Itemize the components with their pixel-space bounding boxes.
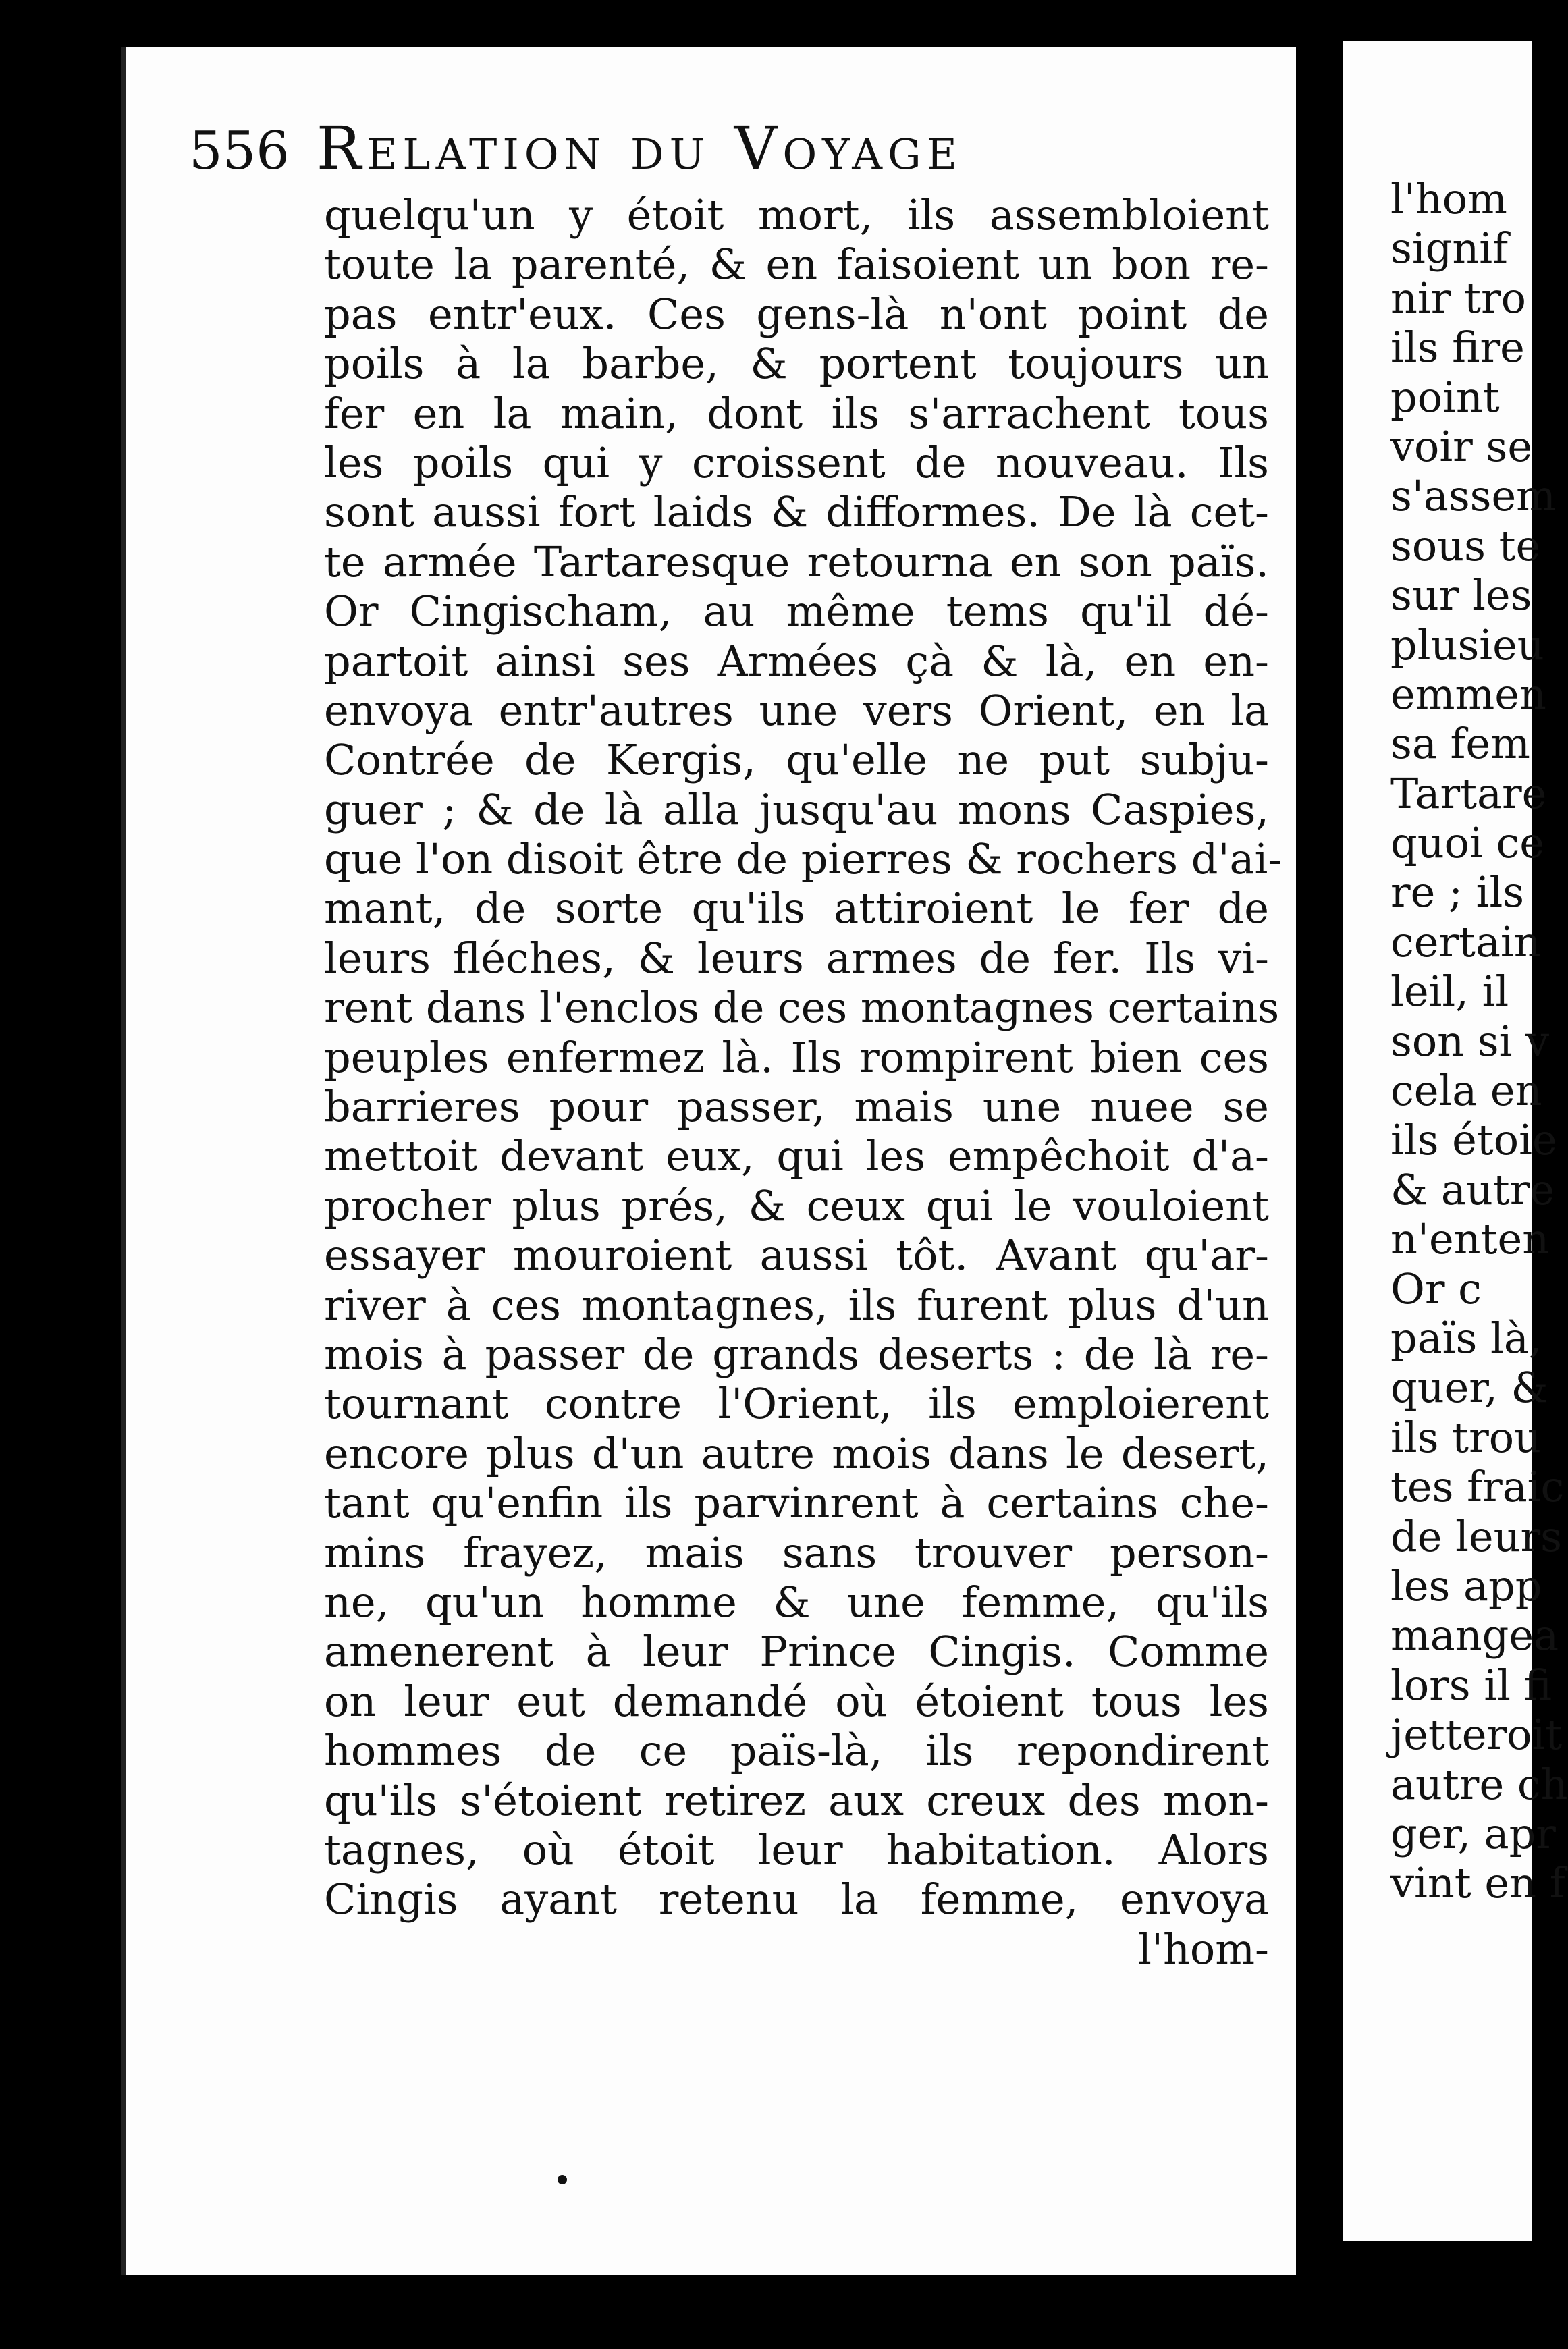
- text-line: guer ; & de là alla jusqu'au mons Caspies,: [324, 784, 1269, 834]
- text-line: que l'on disoit être de pierres & rochers d'ai-: [324, 834, 1282, 884]
- right-text-line: sur les: [1390, 570, 1532, 620]
- right-text-line: Or c: [1390, 1264, 1482, 1314]
- text-line: leurs fléches, & leurs armes de fer. Ils vi-: [324, 933, 1269, 983]
- text-line: pas entr'eux. Ces gens-là n'ont point de: [324, 289, 1269, 339]
- right-text-line: tes fraic: [1390, 1462, 1565, 1512]
- right-text-line: Tartare: [1390, 768, 1547, 818]
- text-line: Cingis ayant retenu la femme, envoya: [324, 1874, 1269, 1924]
- text-line: tagnes, où étoit leur habitation. Alors: [324, 1825, 1269, 1874]
- text-line: amenerent à leur Prince Cingis. Comme: [324, 1627, 1269, 1677]
- right-text-line: païs là,: [1390, 1313, 1542, 1363]
- body-text: [324, 190, 1282, 1974]
- right-text-line: leil, il: [1390, 967, 1509, 1017]
- text-line: sont aussi fort laids & difformes. De là cet-: [324, 487, 1269, 537]
- text-line: peuples enfermez là. Ils rompirent bien ces: [324, 1032, 1269, 1082]
- right-text-line: jetteroit: [1390, 1710, 1563, 1760]
- right-text-line: quer, &: [1390, 1363, 1548, 1413]
- ink-speck: [558, 2175, 567, 2184]
- right-text-line: emmen: [1390, 669, 1546, 719]
- right-text-line: sa fem: [1390, 719, 1530, 769]
- right-text-line: voir se: [1390, 421, 1533, 471]
- right-text-line: n'enten: [1390, 1214, 1550, 1264]
- right-text-line: certain: [1390, 917, 1541, 967]
- right-page-text: [1390, 174, 1568, 1908]
- right-text-line: mangea: [1390, 1611, 1559, 1660]
- right-text-line: s'assem: [1390, 471, 1556, 521]
- text-line: poils à la barbe, & portent toujours un: [324, 339, 1269, 389]
- text-line: procher plus prés, & ceux qui le vouloient: [324, 1181, 1269, 1231]
- right-text-line: & autre: [1390, 1164, 1555, 1214]
- right-text-line: plusieu: [1390, 620, 1544, 670]
- text-line: rent dans l'enclos de ces montagnes certains: [324, 983, 1280, 1033]
- text-line: river à ces montagnes, ils furent plus d'un: [324, 1280, 1269, 1330]
- page-number: 556: [189, 121, 290, 182]
- right-text-line: nir tro: [1390, 273, 1526, 323]
- text-line: les poils qui y croissent de nouveau. Ils: [324, 437, 1269, 487]
- right-text-line: de leurs: [1390, 1511, 1562, 1561]
- right-text-line: point: [1390, 372, 1500, 422]
- text-line: Or Cingischam, au même tems qu'il dé-: [324, 587, 1269, 637]
- text-line: qu'ils s'étoient retirez aux creux des mon-: [324, 1775, 1269, 1825]
- text-line: quelqu'un y étoit mort, ils assembloient: [324, 190, 1269, 240]
- right-text-line: ils étoie: [1390, 1115, 1557, 1165]
- right-text-line: signif: [1390, 223, 1509, 273]
- text-line: l'hom-: [1138, 1924, 1269, 1974]
- right-text-line: quoi ce: [1390, 818, 1544, 868]
- text-line: mins frayez, mais sans trouver person-: [324, 1528, 1269, 1577]
- text-line: tournant contre l'Orient, ils emploierent: [324, 1379, 1269, 1429]
- page-header: [189, 113, 963, 188]
- right-text-line: ils trou: [1390, 1412, 1541, 1462]
- text-line: mant, de sorte qu'ils attiroient le fer de: [324, 884, 1269, 934]
- right-text-line: vint en f: [1390, 1858, 1565, 1908]
- running-title: Relation du Voyage: [316, 113, 963, 183]
- right-text-line: les app: [1390, 1561, 1542, 1611]
- text-line: essayer mouroient aussi tôt. Avant qu'ar-: [324, 1231, 1269, 1280]
- right-text-line: cela en: [1390, 1066, 1542, 1116]
- right-text-line: l'hom: [1390, 174, 1507, 223]
- text-line: tant qu'enfin ils parvinrent à certains che-: [324, 1478, 1269, 1528]
- text-line: te armée Tartaresque retourna en son païs.: [324, 537, 1269, 587]
- text-line: ne, qu'un homme & une femme, qu'ils: [324, 1577, 1269, 1627]
- text-line: hommes de ce païs-là, ils repondirent: [324, 1726, 1269, 1776]
- text-line: fer en la main, dont ils s'arrachent tous: [324, 388, 1269, 438]
- text-line: envoya entr'autres une vers Orient, en la: [324, 685, 1269, 735]
- text-line: Contrée de Kergis, qu'elle ne put subju-: [324, 735, 1269, 785]
- text-line: on leur eut demandé où étoient tous les: [324, 1676, 1269, 1726]
- text-line: mettoit devant eux, qui les empêchoit d'a-: [324, 1131, 1269, 1181]
- right-text-line: son si v: [1390, 1016, 1550, 1066]
- text-line: mois à passer de grands deserts : de là re-: [324, 1329, 1269, 1379]
- text-line: barrieres pour passer, mais une nuee se: [324, 1082, 1269, 1132]
- right-text-line: sous te: [1390, 520, 1541, 570]
- right-text-line: lors il fi: [1390, 1660, 1552, 1710]
- text-line: encore plus d'un autre mois dans le desert,: [324, 1428, 1269, 1478]
- right-text-line: ils fire: [1390, 323, 1525, 373]
- right-text-line: autre ch: [1390, 1759, 1568, 1809]
- book-gutter: [1296, 47, 1343, 2275]
- text-line: toute la parenté, & en faisoient un bon re-: [324, 240, 1269, 290]
- right-text-line: re ; ils: [1390, 867, 1525, 917]
- text-line: partoit ainsi ses Armées çà & là, en en-: [324, 636, 1269, 686]
- right-text-line: ger, apr: [1390, 1808, 1556, 1858]
